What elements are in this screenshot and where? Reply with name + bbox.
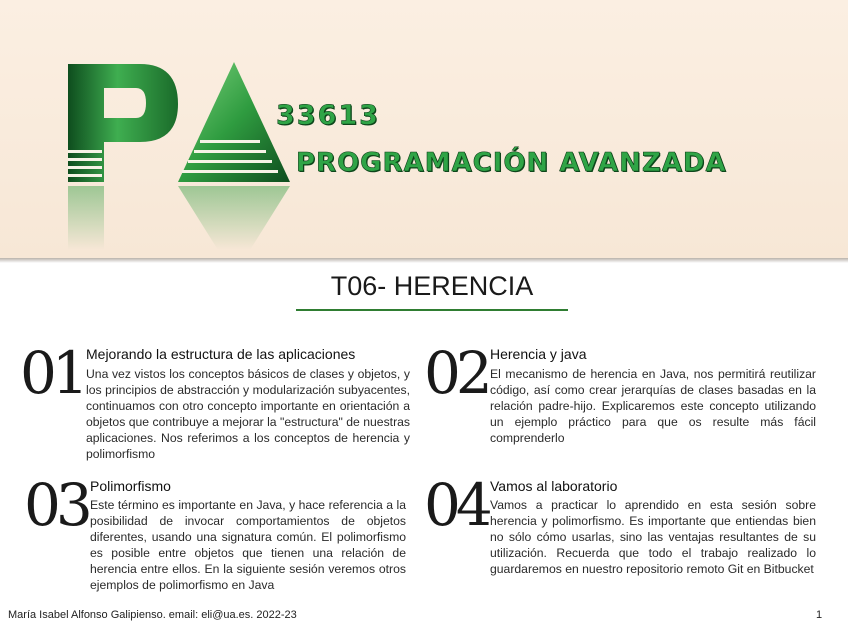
section-title-01: Mejorando la estructura de las aplicaciones	[86, 346, 356, 362]
section-title-02: Herencia y java	[490, 346, 587, 362]
course-name: PROGRAMACIÓN AVANZADA	[296, 148, 727, 178]
section-number-03: 03	[24, 471, 88, 539]
section-body-01: Una vez vistos los conceptos básicos de clases y objetos, y los principios de abstracción y modularización subyacentes, continuamos con otro concepto importante en orientación a objetos que contribuye a mejorar la "estructura" de nuestras aplicaciones. Nos referimos a los conceptos de herencia y polimorfismo	[86, 367, 410, 461]
title-underline	[296, 309, 568, 311]
section-body-04: Vamos a practicar lo aprendido en esta sesión sobre herencia y polimorfismo. Es importante que entiendas bien no sólo cómo usarlas, sino las ventajas resultantes de su utilización. Recuerda que todo el trabajo realizado lo guardaremos en nuestro repositorio remoto Git en Bitbucket	[490, 498, 816, 576]
slide-title: T06- HERENCIA	[330, 271, 534, 301]
section-body-02: El mecanismo de herencia en Java, nos permitirá reutilizar código, así como crear jerarquías de clases basadas en la relación padre-hijo. Explicaremos este concepto utilizando un ejemplo práctico para que os resulte más fácil comprenderlo	[490, 367, 816, 445]
section-number-04: 04	[424, 471, 488, 539]
course-code: 33613	[276, 100, 380, 131]
section-number-01: 01	[20, 339, 84, 407]
section-body-03: Este término es importante en Java, y hace referencia a la posibilidad de invocar comportamientos de objetos diferentes, usando una signatura común. El polimorfismo es posible entre objetos que tienen una relación de herencia entre ellos. En la siguiente sesión veremos otros ejemplos de polimorfismo en Java	[90, 498, 406, 592]
section-title-03: Polimorfismo	[90, 478, 171, 494]
footer-author: María Isabel Alfonso Galipienso. email: eli@ua.es. 2022-23	[8, 609, 297, 621]
section-title-04: Vamos al laboratorio	[490, 478, 618, 494]
section-number-02: 02	[424, 339, 488, 407]
banner-shadow	[0, 258, 848, 263]
page-number: 1	[816, 609, 823, 621]
pa-logo-icon	[0, 0, 300, 258]
